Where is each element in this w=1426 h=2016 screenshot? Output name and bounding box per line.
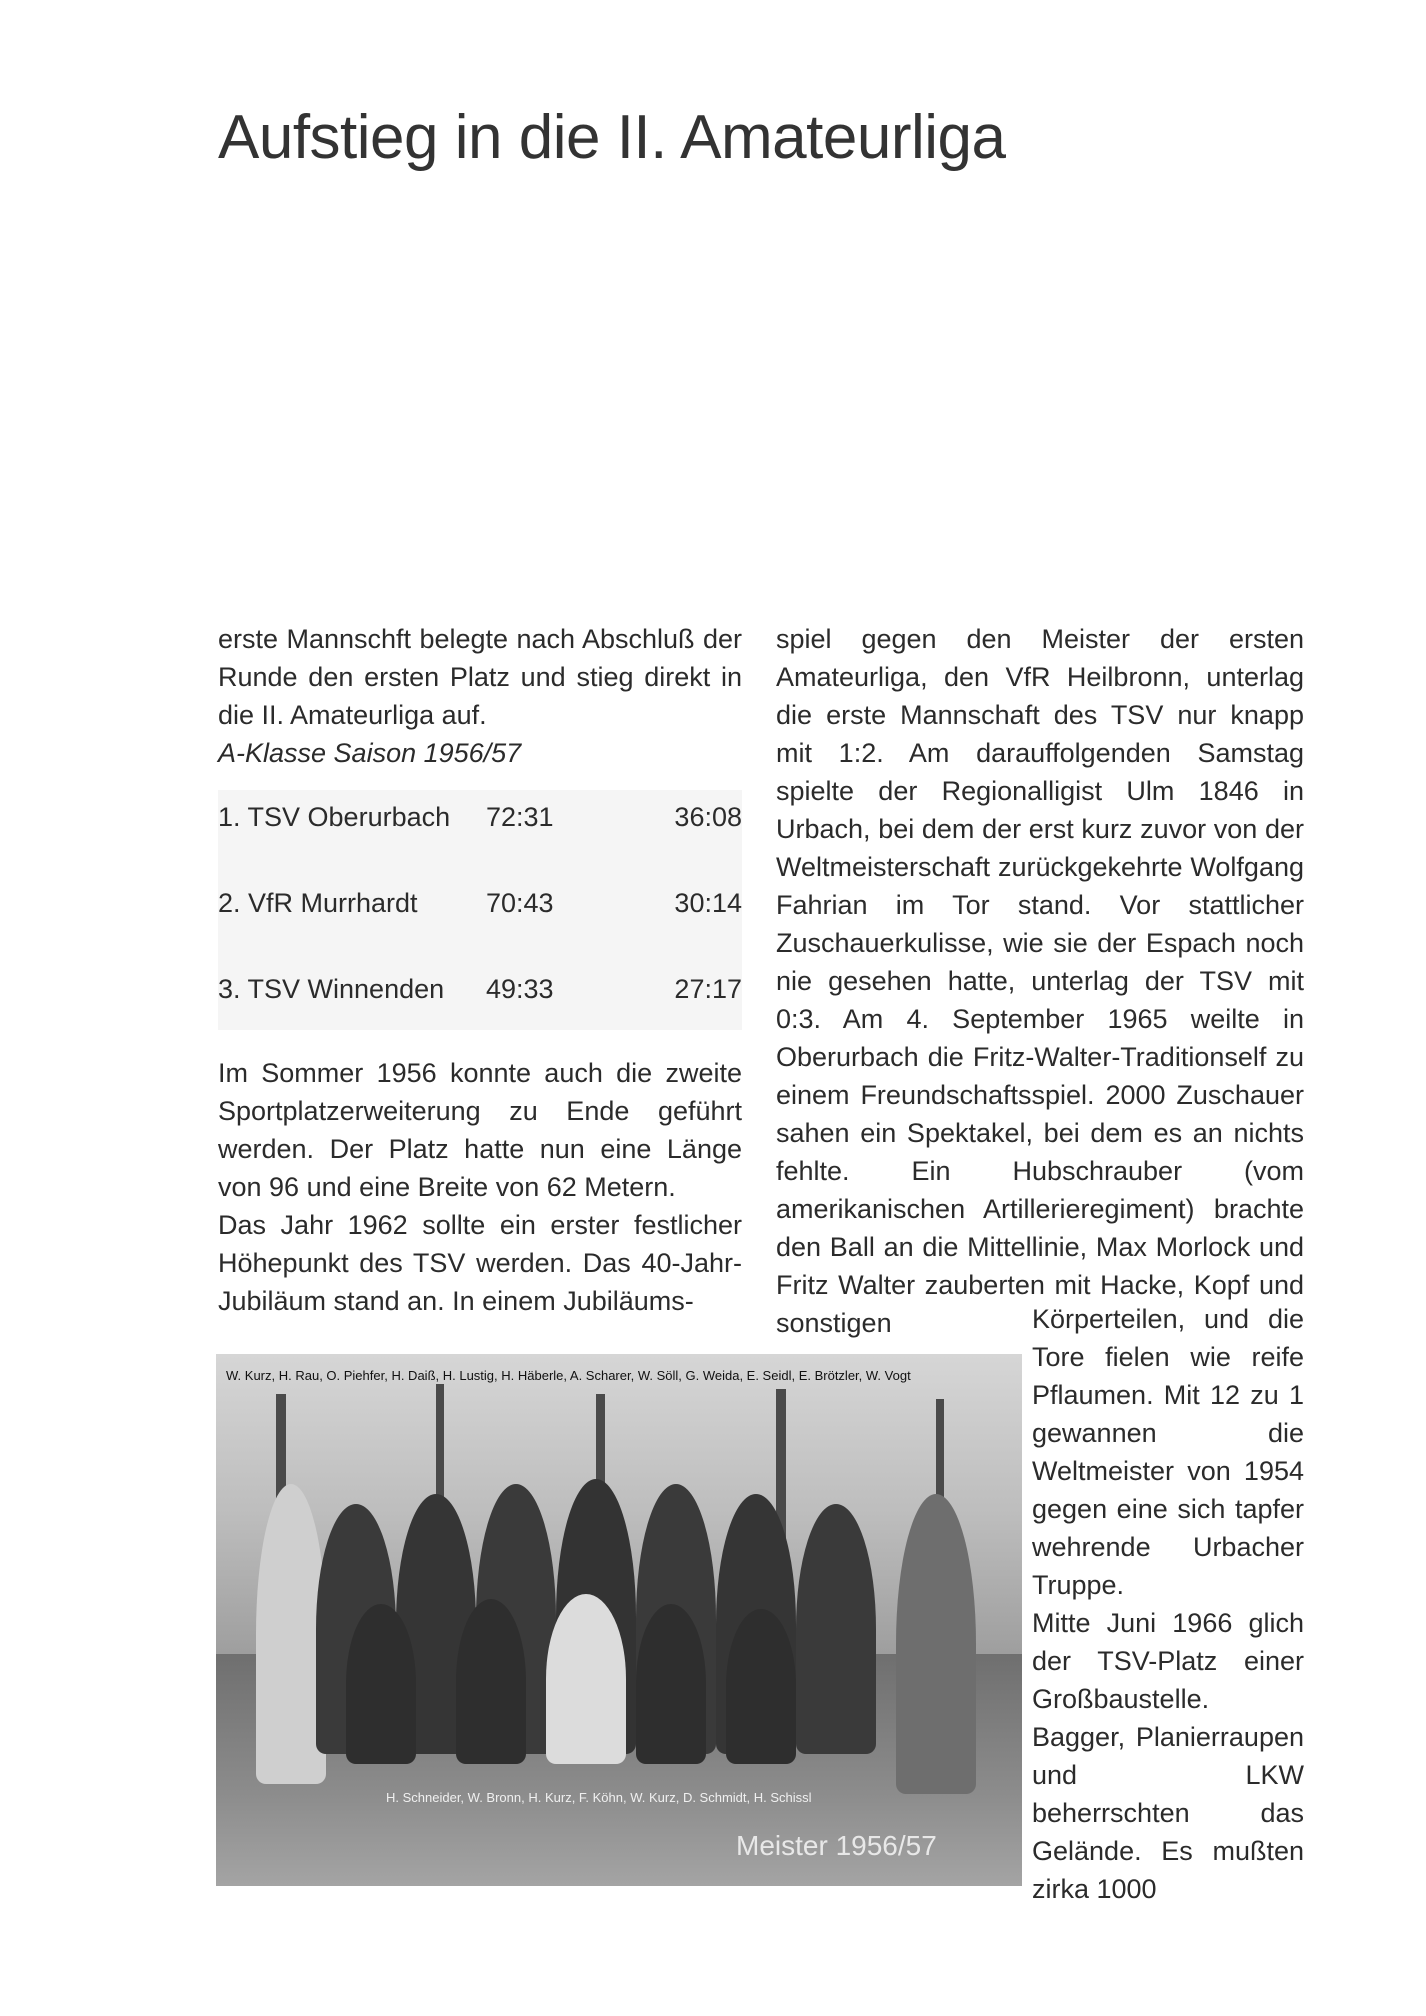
page-title: Aufstieg in die II. Amateurliga — [218, 103, 1006, 172]
paragraph-sportplatz: Im Sommer 1956 konnte auch die zweite Sportplatzerweiterung zu Ende geführt werden. Der Platz hatte nun eine Länge von 96 und eine Breite von 62 Metern. — [218, 1058, 742, 1202]
standings-table — [218, 790, 742, 1030]
team-name: 3. TSV Winnenden — [218, 974, 445, 1004]
table-row — [218, 798, 742, 884]
narrow-paragraph-2: Mitte Juni 1966 glich der TSV-Platz einer Großbaustelle. Bagger, Planierraupen und LKW beherrschten das Gelände. Es mußten zirka 1000 — [1032, 1608, 1304, 1904]
goals-value: 72:31 — [486, 802, 554, 832]
photo-label: Meister 1956/57 — [736, 1830, 937, 1861]
photo-caption-top: W. Kurz, H. Rau, O. Piehfer, H. Daiß, H. Lustig, H. Häberle, A. Scharer, W. Söll, G. Weida, E. Seidl, E. Brötzler, W. Vogt — [226, 1368, 911, 1383]
player-silhouette — [796, 1504, 876, 1754]
table-row — [218, 884, 742, 970]
right-column — [776, 620, 1304, 1342]
paragraph-jubilaeum: Das Jahr 1962 sollte ein erster festlicher Höhepunkt des TSV werden. Das 40-Jahr-Jubiläum stand an. In einem Jubiläums- — [218, 1210, 742, 1316]
points-value: 30:14 — [674, 888, 742, 918]
intro-paragraph: erste Mannschft belegte nach Abschluß der Runde den ersten Platz und stieg direkt in die II. Amateurliga auf. — [218, 624, 742, 730]
season-label: A-Klasse Saison 1956/57 — [218, 738, 522, 768]
left-column — [218, 620, 742, 1320]
narrow-paragraph-1: Körperteilen, und die Tore fielen wie reife Pflaumen. Mit 12 zu 1 gewannen die Weltmeister von 1954 gegen eine sich tapfer wehrende Urbacher Truppe. — [1032, 1304, 1304, 1600]
player-silhouette — [456, 1599, 526, 1764]
table-row — [218, 970, 742, 1020]
points-value: 27:17 — [674, 974, 742, 1004]
team-name: 1. TSV Oberurbach — [218, 802, 451, 832]
player-silhouette — [726, 1609, 796, 1764]
photo-caption-bottom: H. Schneider, W. Bronn, H. Kurz, F. Köhn, W. Kurz, D. Schmidt, H. Schissl — [386, 1790, 812, 1805]
player-silhouette — [346, 1604, 416, 1764]
narrow-column — [1032, 1300, 1304, 1908]
player-silhouette — [546, 1594, 626, 1764]
team-photo — [216, 1354, 1022, 1886]
team-name: 2. VfR Murrhardt — [218, 888, 418, 918]
points-value: 36:08 — [674, 802, 742, 832]
right-paragraph: spiel gegen den Meister der ersten Amateurliga, den VfR Heilbronn, unterlag die erste Mannschaft des TSV nur knapp mit 1:2. Am darauffolgenden Samstag spielte der Regionalligist Ulm 1846 in Urbach, bei dem der erst kurz zuvor von der Weltmeisterschaft zurückgekehrte Wolfgang Fahrian im Tor stand. Vor stattlicher Zuschauerkulisse, wie sie der Espach noch nie gesehen hatte, unterlag der TSV mit 0:3. Am 4. September 1965 weilte in Oberurbach die Fritz-Walter-Traditionself zu einem Freundschaftsspiel. 2000 Zuschauer sahen ein Spektakel, bei dem es an nichts fehlte. Ein Hubschrauber (vom amerikanischen Artillerieregiment) brachte den Ball an die Mittellinie, Max Morlock und Fritz Walter zauberten mit Hacke, Kopf und sonstigen — [776, 624, 1304, 1338]
player-silhouette — [636, 1604, 706, 1764]
goals-value: 49:33 — [486, 974, 554, 1004]
goals-value: 70:43 — [486, 888, 554, 918]
player-silhouette — [896, 1494, 976, 1794]
